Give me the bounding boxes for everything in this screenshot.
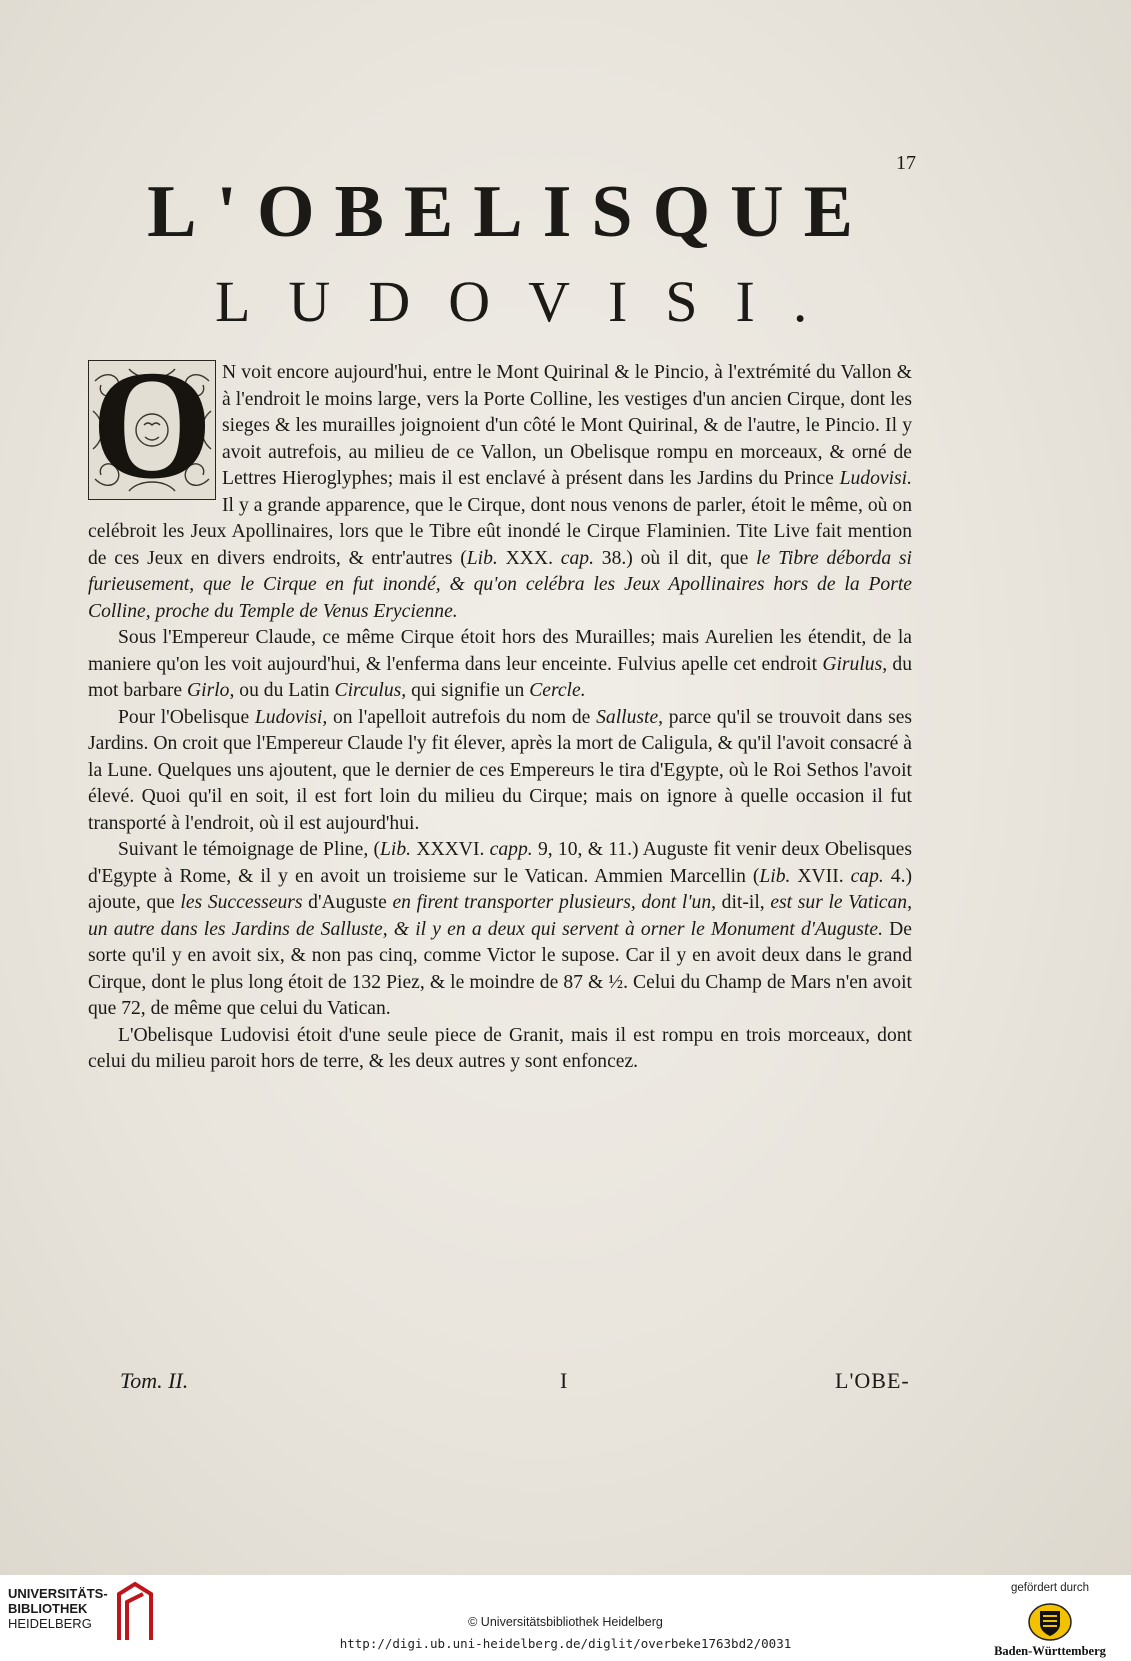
library-logo-text[interactable] bbox=[8, 1586, 108, 1631]
italic-text-run: le Tibre déborda si furieusement, que le Cirque en fut inondé, & qu'on celébra les Jeux Apollinaires hors de la Porte Colline, proche du Temple de Venus Erycienne. bbox=[88, 547, 912, 622]
italic-text-run: Lib. bbox=[466, 547, 498, 569]
text-run: qui signifie un bbox=[406, 680, 530, 701]
text-run: on l'apelloit autrefois du nom de bbox=[327, 706, 597, 728]
funded-by-label: gefördert durch bbox=[1011, 1582, 1089, 1594]
paragraph-2 bbox=[88, 625, 912, 705]
funder-name: Baden-Württemberg bbox=[994, 1644, 1106, 1658]
italic-text-run: Lib. bbox=[380, 839, 412, 860]
text-run: d'Auguste bbox=[302, 892, 393, 913]
text-run: Sous l'Empereur Claude, ce même Cirque étoit hors des Murailles; mais Aurelien les étendit, de la maniere qu'on les voit aujourd'hui, & l'enferma dans leur enceinte. Fulvius apelle cet endroit bbox=[88, 627, 912, 675]
drop-cap-letter: O bbox=[91, 338, 213, 511]
italic-text-run: en firent transporter plusieurs, dont l'un, bbox=[392, 892, 717, 913]
italic-text-run: Girulus, bbox=[822, 653, 888, 675]
italic-text-run: les Successeurs bbox=[180, 892, 303, 913]
signature-mark: I bbox=[560, 1368, 568, 1393]
page-subtitle: LUDOVISI. bbox=[215, 269, 846, 334]
paragraph-4 bbox=[88, 837, 912, 1023]
text-run: XXXVI. bbox=[411, 839, 490, 860]
copyright-notice: © Universitätsbibliothek Heidelberg bbox=[468, 1615, 663, 1629]
paragraph-5 bbox=[88, 1023, 912, 1076]
text-run: De sorte qu'il y en avoit six, & non pas cinq, comme Victor le supose. Car il y en avoit deux dans le grand Cirque, dont le plus long étoit de 132 Piez, & le moindre de 87 & ½. Celui du Champ de Mars n'en avoit que 72, de même que celui du Vatican. bbox=[88, 918, 912, 1019]
italic-text-run: Cercle. bbox=[529, 680, 586, 701]
page-number: 17 bbox=[896, 152, 916, 174]
italic-text-run: Salluste, bbox=[596, 706, 664, 728]
library-name-line2: BIBLIOTHEK bbox=[8, 1601, 88, 1616]
text-run: XXX. bbox=[497, 547, 561, 569]
paragraph-1 bbox=[88, 338, 912, 625]
text-run: Il y a grande apparence, que le Cirque, dont nous venons de parler, étoit le même, où on celébroit les Jeux Apollinaires, lors que le Tibre eût inondé le Cirque Flaminien. Tite Live fait mention de ces Jeux en divers endroits, & entr'autres ( bbox=[88, 494, 912, 569]
page-title: L'OBELISQUE bbox=[147, 171, 873, 253]
ornamental-drop-cap bbox=[88, 338, 216, 511]
text-run: du mot barbare bbox=[88, 653, 912, 701]
italic-text-run: Lib. bbox=[759, 865, 791, 887]
volume-signature: Tom. II. bbox=[120, 1368, 189, 1393]
italic-text-run: capp. bbox=[489, 839, 533, 860]
coat-of-arms-icon bbox=[1027, 1602, 1073, 1642]
italic-text-run: Circulus, bbox=[334, 680, 407, 701]
italic-text-run: est sur le Vatican, un autre dans les Jardins de Salluste, & il y en a deux qui servent à orner le Monument d'Auguste. bbox=[88, 892, 912, 940]
text-run: ou du Latin bbox=[234, 680, 335, 701]
library-name-line1: UNIVERSITÄTS- bbox=[8, 1586, 108, 1601]
text-run: Pour l'Obelisque bbox=[118, 706, 255, 728]
italic-text-run: Girlo, bbox=[187, 680, 235, 701]
italic-text-run: Ludovisi, bbox=[254, 706, 328, 728]
text-run: 38.) où il dit, que bbox=[593, 547, 757, 569]
text-run: 4.) ajoute, que bbox=[88, 865, 912, 913]
paragraph-3 bbox=[88, 705, 912, 838]
italic-text-run: Ludovisi. bbox=[839, 468, 912, 489]
text-run: L'Obelisque Ludovisi étoit d'une seule piece de Granit, mais il est rompu en trois morceaux, dont celui du milieu paroit hors de terre, & les deux autres y sont enfoncez. bbox=[88, 1024, 912, 1072]
library-logo-icon bbox=[115, 1580, 155, 1644]
text-run: N voit encore aujourd'hui, entre le Mont Quirinal & le Pincio, à l'extrémité du Vallon & à l'endroit le moins large, vers la Porte Colline, les vestiges d'un ancien Cirque, dont les sieges & les murailles joignoient d'un côté le Mont Quirinal, & de l'autre, le Pincio. Il y avoit autrefois, au milieu de ce Vallon, un Obelisque rompu en morceaux, & orné de Lettres Hieroglyphes; mais il est enclavé à présent dans les Jardins du Prince bbox=[222, 362, 912, 489]
italic-text-run: cap. bbox=[850, 865, 884, 887]
text-run: dit-il, bbox=[716, 892, 771, 913]
text-run: 9, 10, & 11.) Auguste fit venir deux Obelisques d'Egypte à Rome, & il y en avoit un troisieme sur le Vatican. Ammien Marcellin ( bbox=[88, 839, 912, 887]
text-run: XVII. bbox=[790, 865, 851, 887]
text-run: parce qu'il se trouvoit dans ses Jardins. On croit que l'Empereur Claude l'y fit élever, après la mort de Caligula, & qu'il l'avoit consacré à la Lune. Quelques uns ajoutent, que le dernier de ces Empereurs le tira d'Egypte, où le Roi Sethos l'avoit élevé. Quoi qu'il en soit, il est fort loin du milieu du Cirque; mais on ignore à quelle occasion il fut transporté à l'endroit, où il est aujourd'hui. bbox=[88, 706, 913, 834]
italic-text-run: cap. bbox=[560, 547, 594, 569]
body-text bbox=[88, 338, 913, 1076]
library-name-line3: HEIDELBERG bbox=[8, 1616, 92, 1631]
text-run: Suivant le témoignage de Pline, ( bbox=[118, 839, 381, 860]
permalink-url[interactable]: http://digi.ub.uni-heidelberg.de/diglit/overbeke1763bd2/0031 bbox=[339, 1636, 792, 1651]
catchword: L'OBE- bbox=[835, 1368, 910, 1393]
